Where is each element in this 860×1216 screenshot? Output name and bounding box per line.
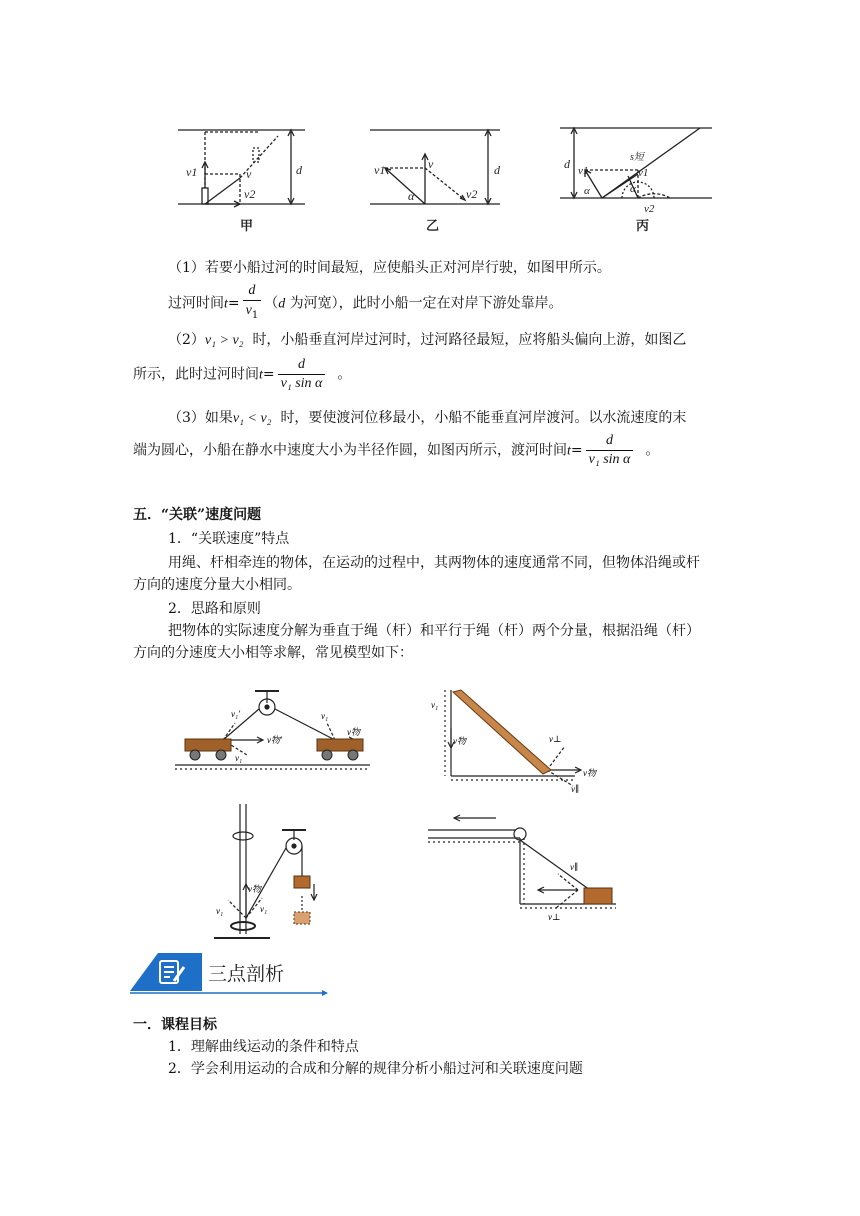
svg-text:v₁: v₁	[235, 753, 243, 763]
svg-text:v₁: v₁	[216, 906, 224, 916]
section5-para1-line1: 用绳、杆相牵连的物体，在运动的过程中，其两物体的速度通常不同，但物体沿绳或杆	[168, 555, 700, 571]
svg-text:v物: v物	[248, 884, 261, 894]
goal-item-1: 1．理解曲线运动的条件和特点	[168, 1039, 359, 1055]
goal-item-2: 2．学会利用运动的合成和分解的规律分析小船过河和关联速度问题	[168, 1061, 583, 1077]
river-para-3-cont: 所示，此时过河时间t= $\frac{d}{\text{v₁ sin α}}$ 。	[133, 357, 352, 391]
model-ledge-block	[428, 808, 618, 928]
svg-text:丙: 丙	[636, 218, 650, 233]
section5-title: 五．“关联”速度问题	[133, 507, 262, 523]
section-banner	[130, 953, 330, 997]
banner-title: 三点剖析	[208, 963, 285, 985]
svg-text:v∥: v∥	[571, 784, 580, 794]
svg-text:v∥: v∥	[570, 862, 579, 872]
model-carts-pulley	[175, 685, 375, 775]
svg-text:v: v	[246, 167, 252, 181]
svg-text:α: α	[584, 185, 590, 197]
section5-para2-line2: 方向的分速度大小相等求解，常见模型如下：	[133, 645, 413, 661]
figure-jia	[178, 130, 305, 233]
svg-text:d: d	[296, 163, 302, 177]
svg-text:v₁′: v₁′	[231, 709, 241, 719]
figure-bing	[560, 128, 712, 233]
svg-text:v物′: v物′	[267, 735, 282, 745]
svg-text:d: d	[494, 163, 500, 177]
river-para-4-cont: 端为圆心，小船在静水中速度大小为半径作圆，如图丙所示，渡河时间t= $\frac{d}{\text{v₁ sin α}}$ 。	[133, 433, 660, 467]
svg-text:v1: v1	[374, 163, 386, 177]
svg-text:v2: v2	[466, 187, 478, 201]
svg-text:α: α	[630, 183, 636, 195]
model-pole-ring	[210, 800, 340, 945]
svg-text:v₁: v₁	[431, 700, 439, 710]
svg-text:v物: v物	[453, 736, 466, 746]
svg-text:v2: v2	[244, 187, 256, 201]
river-para-2: 过河时间t= $\frac{d}{v_1}$ （d 为河宽），此时小船一定在对岸下游处靠岸。	[168, 282, 563, 325]
river-figures	[160, 118, 730, 243]
section5-sub2: 2．思路和原则	[168, 601, 261, 617]
svg-text:v₁: v₁	[260, 904, 268, 914]
section5-para2-line1: 把物体的实际速度分解为垂直于绳（杆）和平行于绳（杆）两个分量，根据沿绳（杆）	[168, 623, 700, 639]
svg-text:s短: s短	[630, 152, 644, 163]
river-para-1: （1）若要小船过河的时间最短，应使船头正对河岸行驶，如图甲所示。	[168, 260, 611, 276]
svg-text:v⊥: v⊥	[549, 734, 562, 744]
svg-text:α: α	[408, 189, 415, 203]
figure-yi	[370, 130, 501, 233]
svg-text:v物: v物	[583, 768, 596, 778]
svg-text:v⊥: v⊥	[548, 912, 561, 922]
goals-title: 一．课程目标	[133, 1017, 217, 1033]
svg-text:甲: 甲	[240, 218, 254, 233]
model-rod-wall	[425, 688, 605, 796]
svg-text:v1: v1	[638, 167, 649, 179]
svg-text:v1: v1	[186, 165, 198, 179]
svg-text:v1: v1	[578, 165, 589, 177]
section5-para1-line2: 方向的速度分量大小相同。	[133, 577, 301, 593]
svg-text:d: d	[564, 157, 570, 171]
svg-text:乙: 乙	[426, 218, 440, 233]
svg-text:v: v	[428, 157, 434, 171]
svg-text:v2: v2	[644, 203, 655, 215]
river-para-4: （3）如果v₁ < v₂ 时，要使渡河位移最小，小船不能垂直河岸渡河。以水流速度的末	[168, 410, 687, 426]
svg-text:v物: v物	[347, 727, 360, 737]
section5-sub1: 1．“关联速度”特点	[168, 531, 290, 547]
svg-text:v₁: v₁	[321, 711, 329, 721]
fraction-d-over-v1: $\frac{d}{v_1}$	[243, 282, 262, 325]
river-para-3: （2）v₁ > v₂ 时，小船垂直河岸过河时，过河路径最短，应将船头偏向上游，如图乙	[168, 332, 687, 348]
